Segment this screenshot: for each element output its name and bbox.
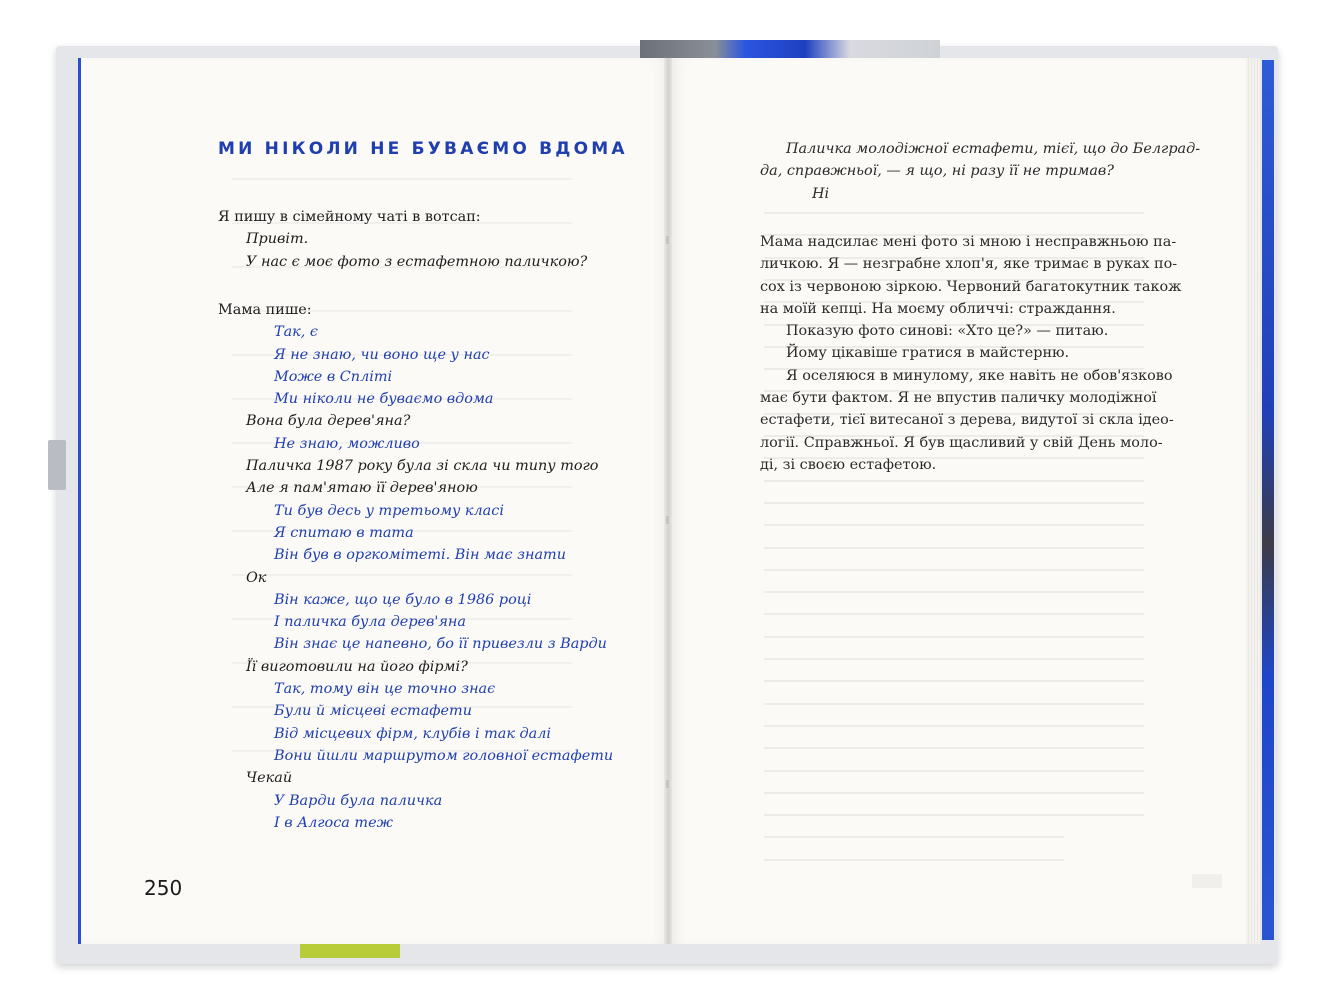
text-line: логії. Справжньої. Я був щасливий у свій День моло- [760, 434, 1163, 451]
reply-line: І в Алгоса теж [274, 814, 393, 831]
reply-line: Були й місцеві естафети [274, 703, 472, 720]
show-through-line [764, 636, 1144, 638]
show-through-line [764, 547, 1144, 549]
text-line: Я оселяюся в минулому, яке навіть не обов'язково [786, 367, 1173, 384]
show-through-line [232, 178, 572, 180]
show-through-line [764, 725, 1144, 727]
book-gutter [664, 58, 672, 944]
text-line: Паличка 1987 року була зі скла чи типу того [246, 458, 599, 474]
show-through-line [764, 613, 1144, 615]
cover-artwork-right [1262, 60, 1274, 940]
reply-line: І паличка була дерев'яна [274, 614, 466, 631]
show-through-page-number [1192, 874, 1222, 888]
text-line: Чекай [246, 770, 293, 787]
text-line: Привіт. [246, 231, 309, 248]
show-through-line [764, 770, 1144, 772]
page-edges [1246, 58, 1260, 944]
text-line: ді, зі своєю естафетою. [760, 456, 937, 473]
reply-line: Я спитаю в тата [274, 524, 414, 541]
binding-stitch [666, 516, 669, 524]
text-line: сох із червоною зіркою. Червоний багатокутник також [760, 278, 1182, 295]
show-through-line [764, 569, 1144, 571]
show-through-line [764, 747, 1144, 749]
reply-line: Так, тому він це точно знає [274, 681, 496, 697]
show-through-line [764, 703, 1144, 705]
show-through-line [764, 680, 1144, 682]
text-line: да, справжньої, — я що, ні разу її не тримав? [760, 163, 1115, 180]
reply-line: Він знає це напевно, бо її привезли з Варди [274, 636, 607, 653]
reply-line: Вони йшли маршрутом головної естафети [274, 747, 614, 764]
reply-line: Не знаю, можливо [274, 435, 420, 452]
text-line: Мама пише: [218, 301, 312, 318]
reply-line: Він був в оргкомітеті. Він має знати [274, 547, 566, 564]
reply-line: Так, є [274, 324, 318, 341]
text-line: личкою. Я — незграбне хлоп'я, яке тримає в руках по- [760, 256, 1178, 273]
show-through-line [764, 836, 1064, 838]
binding-stitch [666, 780, 669, 788]
text-line: Паличка молодіжної естафети, тієї, що до Белград- [786, 141, 1201, 157]
cover-edge-tab [48, 440, 66, 490]
show-through-line [764, 859, 1064, 861]
text-line: Показую фото синові: «Хто це?» — питаю. [786, 323, 1109, 340]
show-through-line [764, 792, 1144, 794]
show-through-line [764, 524, 1144, 526]
text-line: Мама надсилає мені фото зі мною і несправжньою па- [760, 233, 1177, 250]
text-line: У нас є моє фото з естафетною паличкою? [246, 253, 588, 270]
text-line: Я пишу в сімейному чаті в вотсап: [218, 209, 481, 225]
text-line: Йому цікавіше гратися в майстерню. [786, 345, 1070, 362]
text-line: Вона була дерев'яна? [246, 413, 411, 430]
reply-line: Ні [812, 185, 830, 202]
binding-stitch [666, 236, 669, 244]
reply-line: Ми ніколи не буваємо вдома [274, 391, 494, 408]
page-number: 250 [144, 876, 183, 900]
reply-line: Від місцевих фірм, клубів і так далі [274, 725, 551, 742]
text-line: естафети, тієї витесаної з дерева, видутої зі скла ідео- [760, 412, 1174, 429]
show-through-line [764, 502, 1144, 504]
show-through-line [232, 574, 572, 576]
show-through-line [764, 591, 1144, 593]
cover-artwork-bottom [300, 944, 400, 958]
show-through-line [764, 480, 1144, 482]
text-line: Але я пам'ятаю її дерев'яною [246, 480, 478, 497]
chapter-title: МИ НІКОЛИ НЕ БУВАЄМО ВДОМА [218, 139, 628, 159]
reply-line: Він каже, що це було в 1986 році [274, 591, 532, 608]
text-line: має бути фактом. Я не впустив паличку молодіжної [760, 390, 1157, 406]
show-through-line [764, 212, 1144, 214]
show-through-line [764, 814, 1144, 816]
show-through-line [764, 658, 1144, 660]
reply-line: Ти був десь у третьому класі [274, 502, 504, 519]
text-line: Ок [246, 569, 267, 586]
reply-line: У Варди була паличка [274, 792, 443, 809]
text-line: на моїй кепці. На моєму обличчі: страждання. [760, 300, 1116, 317]
text-line: Її виготовили на його фірмі? [246, 658, 468, 675]
reply-line: Може в Спліті [274, 368, 393, 385]
reply-line: Я не знаю, чи воно ще у нас [274, 346, 490, 363]
